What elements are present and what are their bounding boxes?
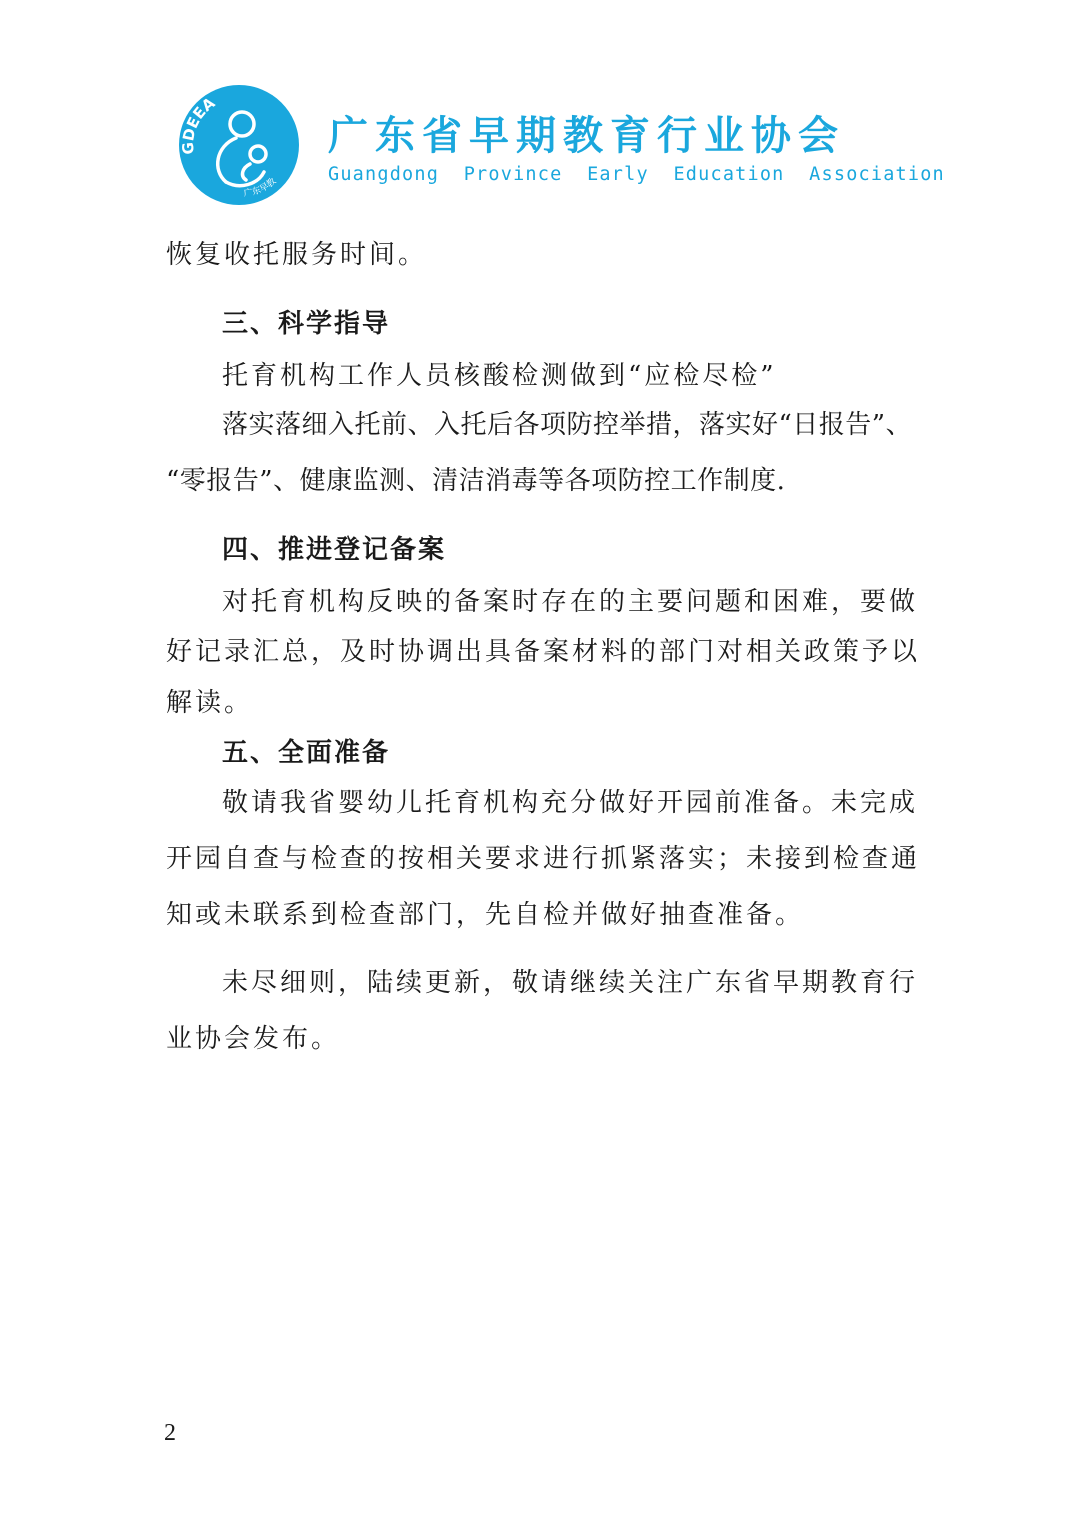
section-4-paragraph-line-1: 对托育机构反映的备案时存在的主要问题和困难，要做	[222, 587, 919, 617]
page-number: 2	[164, 1420, 176, 1446]
org-name: 广东省早期教育行业协会	[328, 113, 845, 159]
org-name-english: Guangdong Province Early Education Association	[328, 164, 945, 185]
section-5-paragraph-line-2: 开园自查与检查的按相关要求进行抓紧落实；未接到检查通	[166, 844, 921, 874]
logo-subtext: 广东早教	[243, 176, 279, 200]
section-3-paragraph-1: 托育机构工作人员核酸检测做到“应检尽检”	[222, 361, 777, 391]
section-4-paragraph-line-2: 好记录汇总，及时协调出具备案材料的部门对相关政策予以	[166, 637, 921, 667]
section-5-paragraph-line-3: 知或未联系到检查部门，先自检并做好抽查准备。	[166, 900, 805, 930]
section-4-heading: 四、推进登记备案	[222, 535, 447, 565]
closing-line-1: 未尽细则，陆续更新，敬请继续关注广东省早期教育行	[222, 968, 919, 998]
section-3-heading: 三、科学指导	[222, 309, 391, 339]
section-4-paragraph-line-3: 解读。	[166, 688, 254, 718]
section-5-heading: 五、全面准备	[222, 738, 391, 768]
section-3-paragraph-2: 落实落细入托前、入托后各项防控举措，落实好“日报告”、	[222, 410, 913, 440]
logo-text: GDEEA	[178, 93, 219, 156]
intro-fragment: 恢复收托服务时间。	[166, 240, 428, 270]
gdeea-logo	[178, 84, 300, 206]
letterhead	[0, 0, 1080, 220]
section-5-paragraph-line-1: 敬请我省婴幼儿托育机构充分做好开园前准备。未完成	[222, 788, 919, 818]
section-3-paragraph-2-cont: “零报告”、健康监测、清洁消毒等各项防控工作制度.	[166, 466, 786, 496]
closing-line-2: 业协会发布。	[166, 1024, 341, 1054]
